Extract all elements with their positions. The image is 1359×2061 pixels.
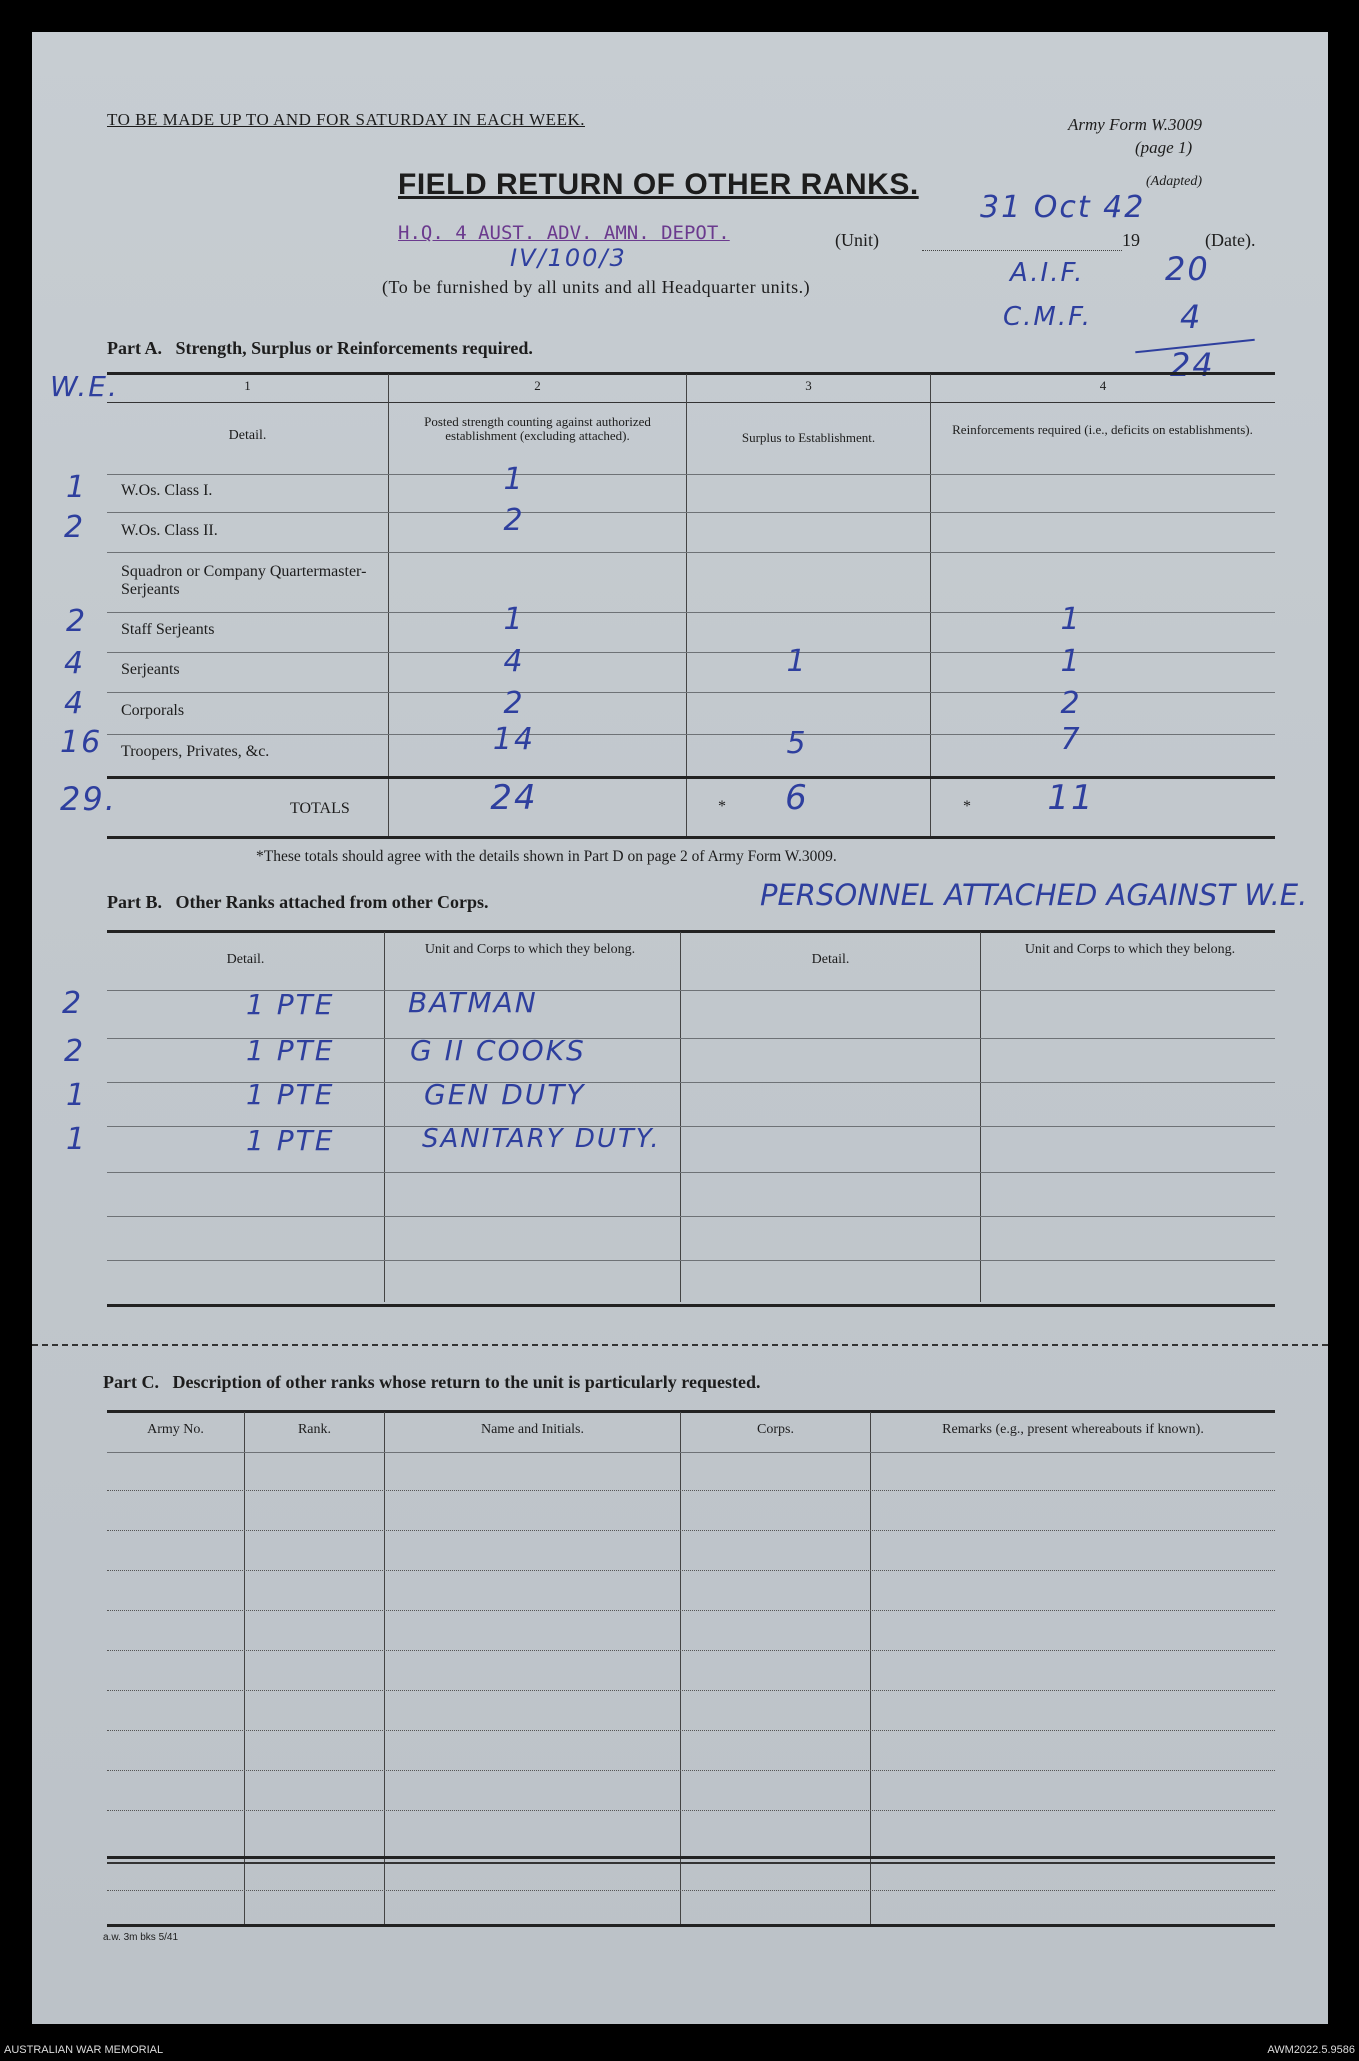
col-head-rank: Rank. [297,1422,332,1437]
col-head-army-no: Army No. [147,1422,204,1437]
col-head-name: Name and Initials. [480,1422,585,1437]
part-c-heading: Part C. Description of other ranks whose return to the unit is particularly requested. [103,1372,761,1392]
footer-left: AUSTRALIAN WAR MEMORIAL [4,2044,164,2056]
attached-detail: 1 PTE [246,1124,335,1157]
furnish-note: (To be furnished by all units and all Headquarter units.) [382,277,811,297]
aif-label: A.I.F. [1010,258,1085,288]
col-head-remarks: Remarks (e.g., present whereabouts if known). [942,1422,1204,1437]
col-head-corps: Unit and Corps to which they belong. [424,942,636,957]
col-head-surplus: Surplus to Establishment. [741,430,876,445]
reinf-total: 11 [1047,778,1095,818]
we-count: 4 [64,686,86,721]
col-head-posted: Posted strength counting against authorized establishment (excluding attached). [424,414,651,443]
row-label: Troopers, Privates, &c. [121,743,270,760]
instruction-text: TO BE MADE UP TO AND FOR SATURDAY IN EACH WEEK. [107,110,585,129]
part-b-heading: Part B. Other Ranks attached from other Corps. [107,892,489,912]
attached-detail: 1 PTE [246,1078,335,1111]
col-num-2: 2 [534,378,541,393]
we-mark: W.E. [50,370,119,403]
tear-line [32,1344,1328,1346]
attached-corps: GEN DUTY [424,1078,586,1111]
unit-label: (Unit) [835,230,879,250]
row-label: W.Os. Class I. [121,482,213,499]
asterisk: * [718,798,726,815]
personnel-note: PERSONNEL ATTACHED AGAINST W.E. [760,878,1308,912]
page-title: FIELD RETURN OF OTHER RANKS. [398,168,919,201]
row-label: Corporals [121,702,185,719]
part-c-top-rule [107,1410,1275,1413]
date-label: (Date). [1205,230,1256,250]
year-prefix: 19 [1122,230,1140,250]
row-label: Squadron or Company Quartermaster-Serjeants [121,563,367,598]
totals-note: *These totals should agree with the details shown in Part D on page 2 of Army Form W.3009. [256,848,837,865]
col-head-reinf: Reinforcements required (i.e., deficits on establishments). [952,422,1253,437]
row-label: Staff Serjeants [121,621,215,638]
posted-value: 2 [503,503,525,538]
attached-corps: BATMAN [408,986,538,1019]
attached-detail: 1 PTE [246,988,335,1021]
attached-corps: SANITARY DUTY. [422,1124,661,1154]
surplus-value: 5 [786,726,808,761]
part-a-top-rule [107,372,1275,375]
posted-value: 14 [492,722,536,757]
print-code: a.w. 3m bks 5/41 [103,1932,179,1943]
unit-handwritten: IV/100/3 [510,244,627,272]
total-count: 24 [1170,346,1215,384]
col-head-detail: Detail. [228,428,267,443]
we-count: 1 [66,470,88,505]
attached-detail: 1 PTE [246,1034,335,1067]
posted-value: 1 [503,462,525,497]
col-head-corps: Corps. [757,1422,794,1437]
date-line [922,250,1122,251]
we-count: 2 [66,604,88,639]
we-count: 2 [64,510,86,545]
col-num-4: 4 [1099,378,1107,393]
col-num-3: 3 [805,378,812,393]
reinf-value: 1 [1060,602,1082,637]
part-a-heading: Part A. Strength, Surplus or Reinforcements required. [107,338,533,358]
we-count: 1 [66,1078,88,1113]
we-count: 2 [62,986,84,1021]
cmf-count: 4 [1180,298,1203,336]
form-number: Army Form W.3009 [1068,115,1202,134]
posted-total: 24 [490,778,538,818]
adapted-label: (Adapted) [1146,174,1202,189]
page-number: (page 1) [1135,138,1193,157]
footer-right: AWM2022.5.9586 [1267,2044,1355,2056]
surplus-total: 6 [785,778,809,818]
reinf-value: 2 [1060,686,1082,721]
col-head-detail: Detail. [811,952,850,967]
we-count: 16 [60,725,103,760]
posted-value: 2 [503,686,525,721]
unit-stamp: H.Q. 4 AUST. ADV. AMN. DEPOT. [398,222,730,244]
asterisk: * [963,798,971,815]
surplus-value: 1 [786,644,808,679]
posted-value: 1 [503,602,525,637]
col-num-1: 1 [244,378,251,393]
attached-corps: G II COOKS [410,1034,586,1067]
we-total: 29. [60,780,117,818]
date-handwritten: 31 Oct 42 [980,190,1146,225]
posted-value: 4 [503,644,525,679]
aif-count: 20 [1165,250,1210,288]
part-b-top-rule [107,930,1275,933]
we-count: 4 [64,646,86,681]
cmf-label: C.M.F. [1003,302,1092,332]
totals-label: TOTALS [290,800,350,817]
col-head-detail: Detail. [226,952,265,967]
reinf-value: 1 [1060,644,1082,679]
col-head-corps: Unit and Corps to which they belong. [1024,942,1236,957]
row-label: W.Os. Class II. [121,522,218,539]
row-label: Serjeants [121,661,180,678]
we-count: 2 [64,1034,86,1069]
reinf-value: 7 [1060,722,1082,757]
we-count: 1 [66,1122,88,1157]
